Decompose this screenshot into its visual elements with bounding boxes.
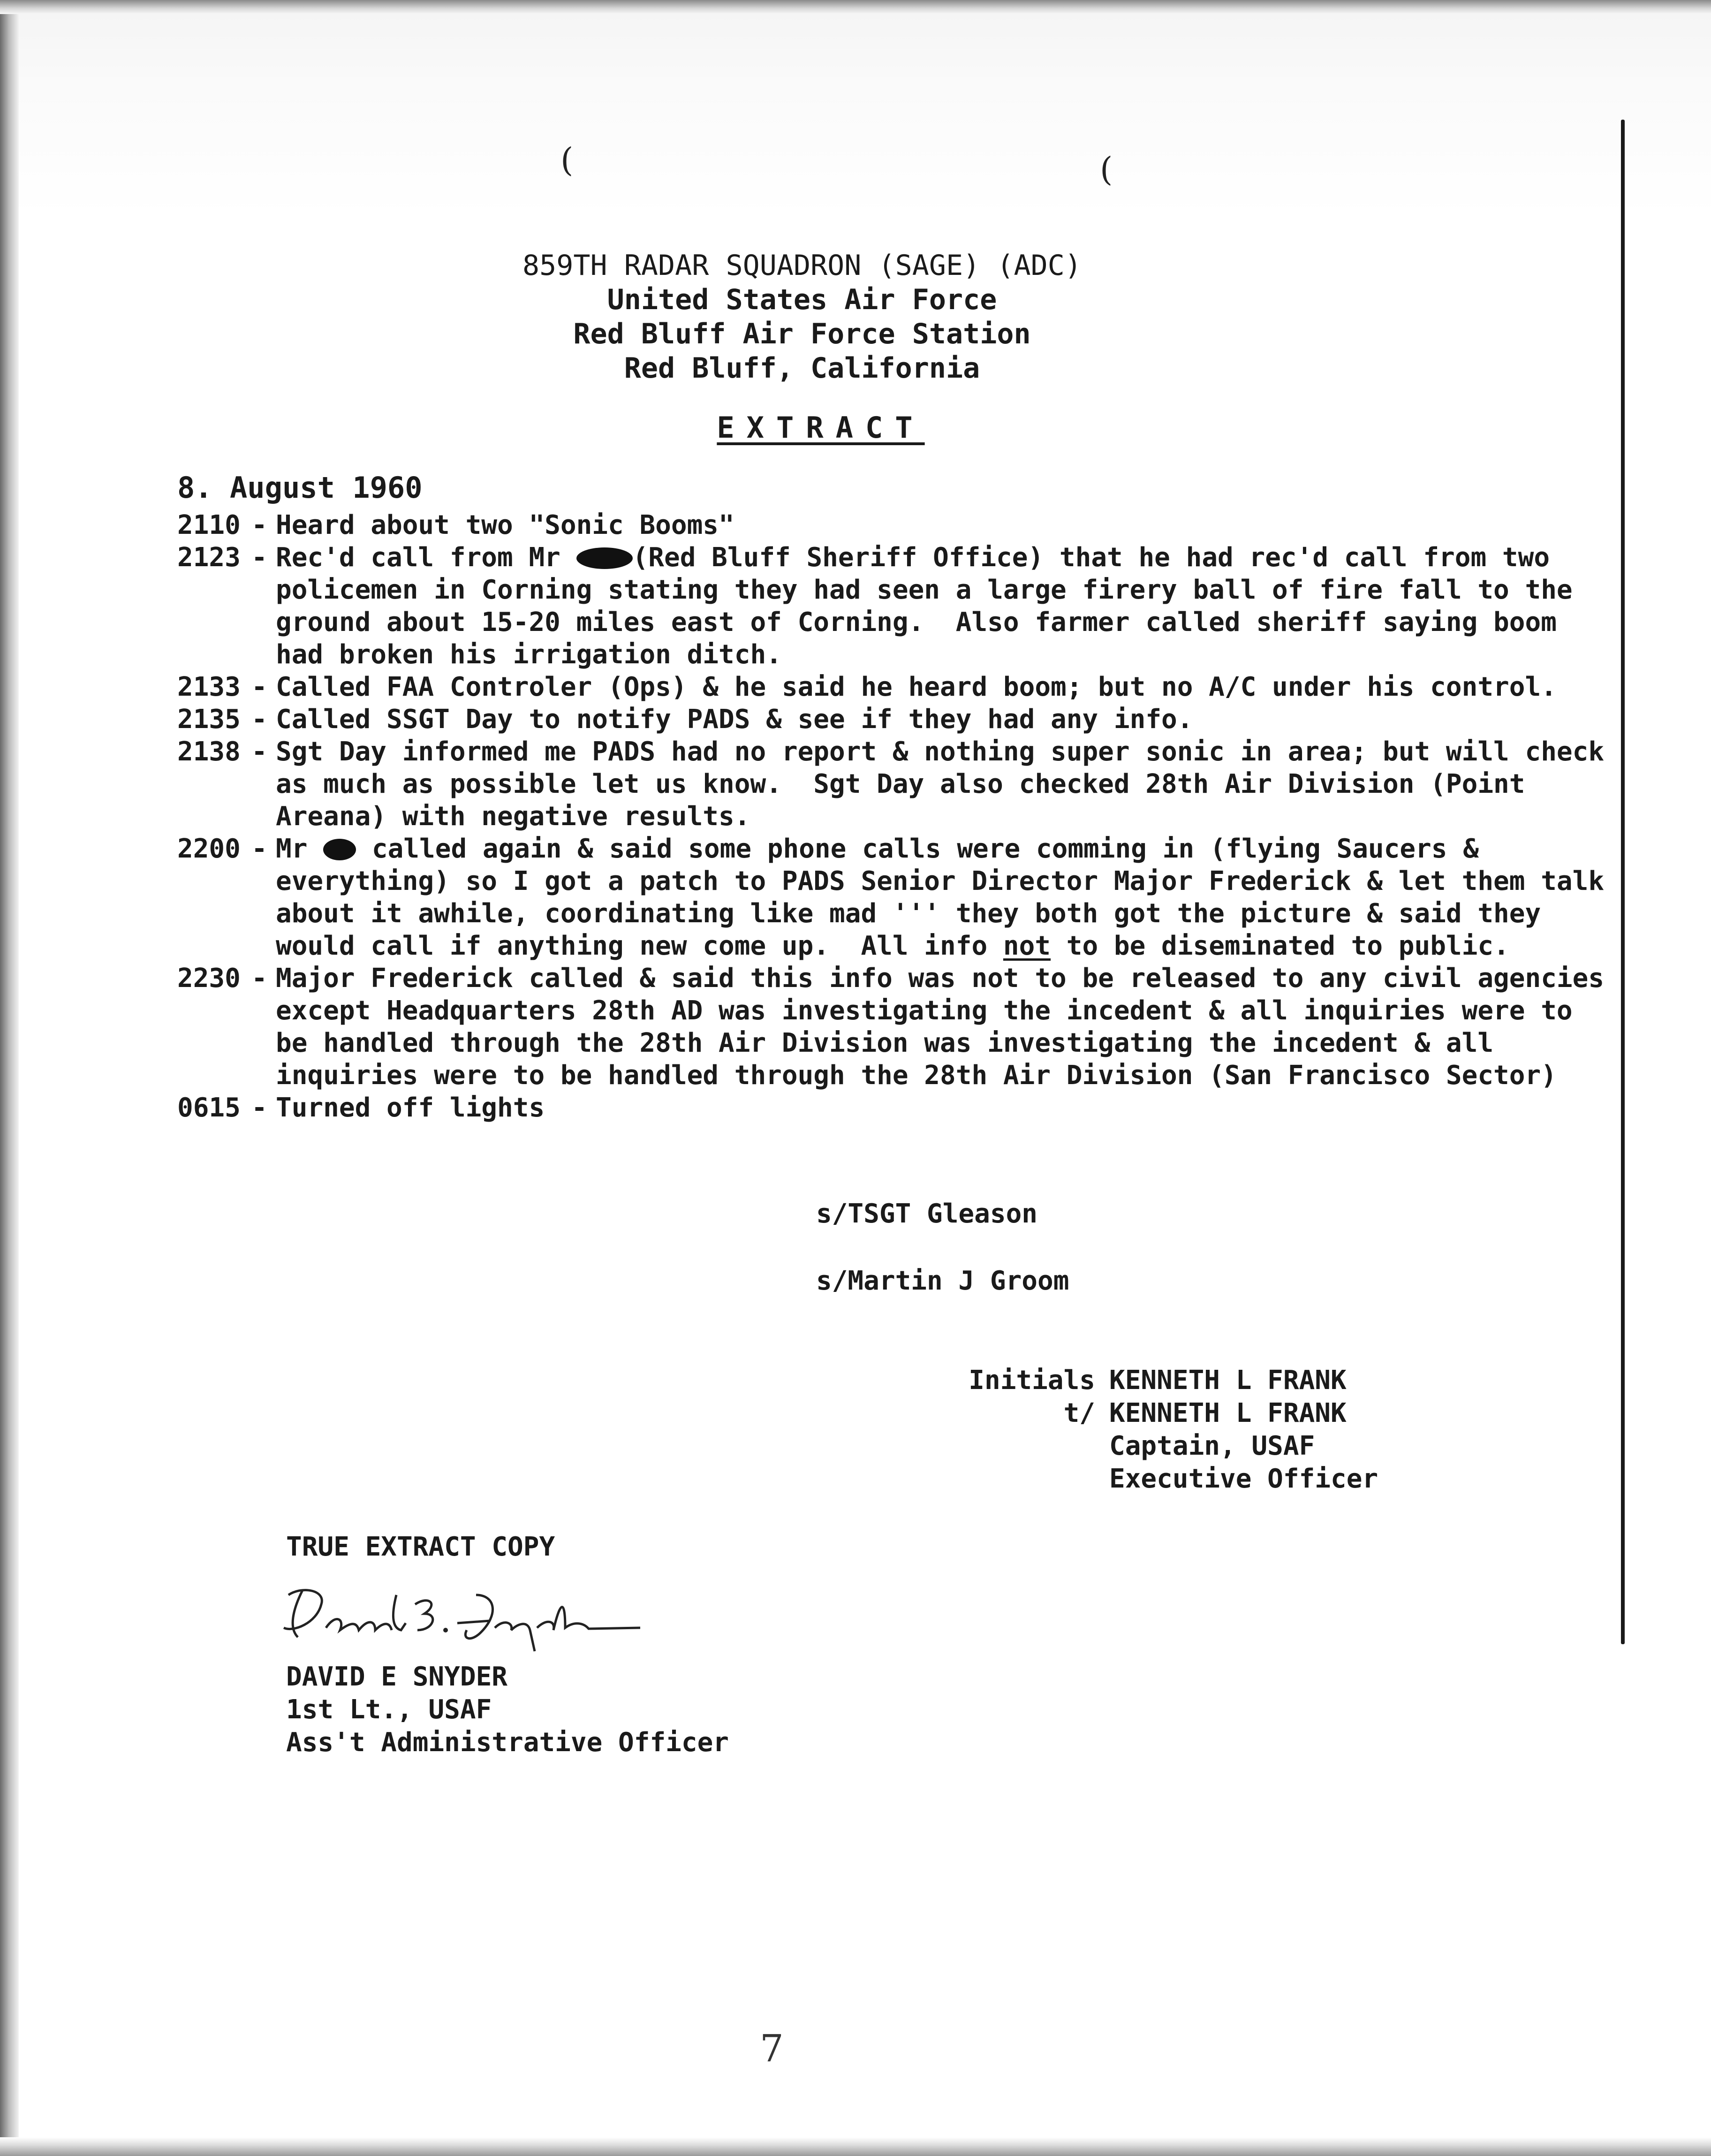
- officer-position: Executive Officer: [1109, 1464, 1378, 1494]
- header-station: Red Bluff Air Force Station: [573, 318, 1031, 350]
- handwritten-signature: [274, 1576, 650, 1656]
- entry-text: Turned off lights: [276, 1093, 545, 1123]
- position-row: [931, 1463, 1378, 1496]
- entry-dash: -: [251, 704, 267, 735]
- header-organization: United States Air Force: [607, 283, 997, 316]
- document-title: EXTRACT: [717, 410, 925, 445]
- entry-dash: -: [251, 542, 267, 573]
- redaction-mark: [323, 839, 356, 860]
- entry-dash: -: [251, 1093, 267, 1123]
- signer-name: DAVID E SNYDER: [286, 1662, 508, 1692]
- entry-text-pre: Rec'd call from Mr: [276, 542, 576, 573]
- underlined-word: not: [1003, 931, 1051, 961]
- log-entry-0615: [177, 1092, 1608, 1124]
- entry-time: 2138: [177, 736, 241, 767]
- true-copy-label: TRUE EXTRACT COPY: [286, 1532, 555, 1562]
- redaction-mark: [576, 547, 633, 569]
- officer-rank: Captain, USAF: [1109, 1431, 1315, 1461]
- log-date: 8. August 1960: [177, 471, 423, 505]
- page-number: 7: [760, 2027, 784, 2070]
- entry-text-mid: called again & said some phone calls were comming in (flying Saucers & everything) so I got a patch to PADS Senior Director Major Frederick & let them talk about it awhile, coordinating like mad ''' they both got the picture & said they would call if anything new come up. All info: [276, 834, 1620, 961]
- header-squadron: 859TH RADAR SQUADRON (SAGE) (ADC): [522, 249, 1082, 282]
- typed-label: t/: [1063, 1398, 1095, 1428]
- signature-tsgt: s/TSGT Gleason: [816, 1199, 1038, 1229]
- entry-text: Called SSGT Day to notify PADS & see if they had any info.: [276, 704, 1193, 735]
- entry-time: 2230: [177, 963, 241, 994]
- initials-name: KENNETH L FRANK: [1109, 1365, 1347, 1396]
- entry-dash: -: [251, 510, 267, 540]
- header-location: Red Bluff, California: [624, 352, 980, 385]
- entry-dash: -: [251, 834, 267, 864]
- rank-row: [931, 1430, 1378, 1463]
- entry-text: Major Frederick called & said this info was not to be released to any civil agencies except Headquarters 28th AD was investigating the incedent & all inquiries were to be handled through the 28th Air Division was investigating the incedent & all inquiries were to be handled through the 28th Air Division (San Francisco Sector): [276, 963, 1620, 1091]
- initials-block: [931, 1364, 1378, 1496]
- entry-text: [276, 541, 1608, 671]
- entry-text: Called FAA Controler (Ops) & he said he heard boom; but no A/C under his control.: [276, 672, 1557, 702]
- signer-position: Ass't Administrative Officer: [286, 1727, 729, 1758]
- paren-mark-left: (: [560, 141, 574, 179]
- log-entry-2230: [177, 962, 1620, 1092]
- entry-dash: -: [251, 963, 267, 994]
- entry-time: 2135: [177, 704, 241, 735]
- log-entry-2135: [177, 703, 1608, 736]
- initials-label: Initials: [969, 1365, 1095, 1396]
- typed-name: KENNETH L FRANK: [1109, 1398, 1347, 1428]
- entry-time: 0615: [177, 1093, 241, 1123]
- entry-text-pre: Mr: [276, 834, 324, 864]
- signature-groom: s/Martin J Groom: [816, 1266, 1069, 1296]
- entry-time: 2123: [177, 542, 241, 573]
- entry-text-post: (Red Bluff Sheriff Office) that he had rec'd call from two policemen in Corning stating they had seen a large firery ball of fire fall to the ground about 15-20 miles east of Corning. Also farmer called sheriff saying boom had broken his irrigation ditch.: [276, 542, 1589, 670]
- entry-dash: -: [251, 672, 267, 702]
- entry-text: Sgt Day informed me PADS had no report & nothing super sonic in area; but will check as much as possible let us know. Sgt Day also checked 28th Air Division (Point Areana) with negative results.: [276, 736, 1620, 832]
- entry-time: 2110: [177, 510, 241, 540]
- log-entries: [177, 509, 1620, 1124]
- paren-mark-right: (: [1100, 150, 1113, 189]
- entry-time: 2200: [177, 834, 241, 864]
- signer-rank: 1st Lt., USAF: [286, 1694, 492, 1725]
- initials-row: [931, 1364, 1378, 1397]
- log-entry-2138: [177, 736, 1620, 833]
- entry-time: 2133: [177, 672, 241, 702]
- typed-name-row: [931, 1397, 1378, 1430]
- log-entry-2200: [177, 833, 1620, 962]
- entry-dash: -: [251, 736, 267, 767]
- entry-text: Heard about two "Sonic Booms": [276, 510, 734, 540]
- signer-block: [286, 1661, 729, 1759]
- log-entry-2133: [177, 671, 1608, 703]
- entry-text-post: to be diseminated to public.: [1051, 931, 1509, 961]
- entry-text: [276, 833, 1620, 962]
- log-entry-2123: [177, 541, 1608, 671]
- log-entry-2110: [177, 509, 1608, 541]
